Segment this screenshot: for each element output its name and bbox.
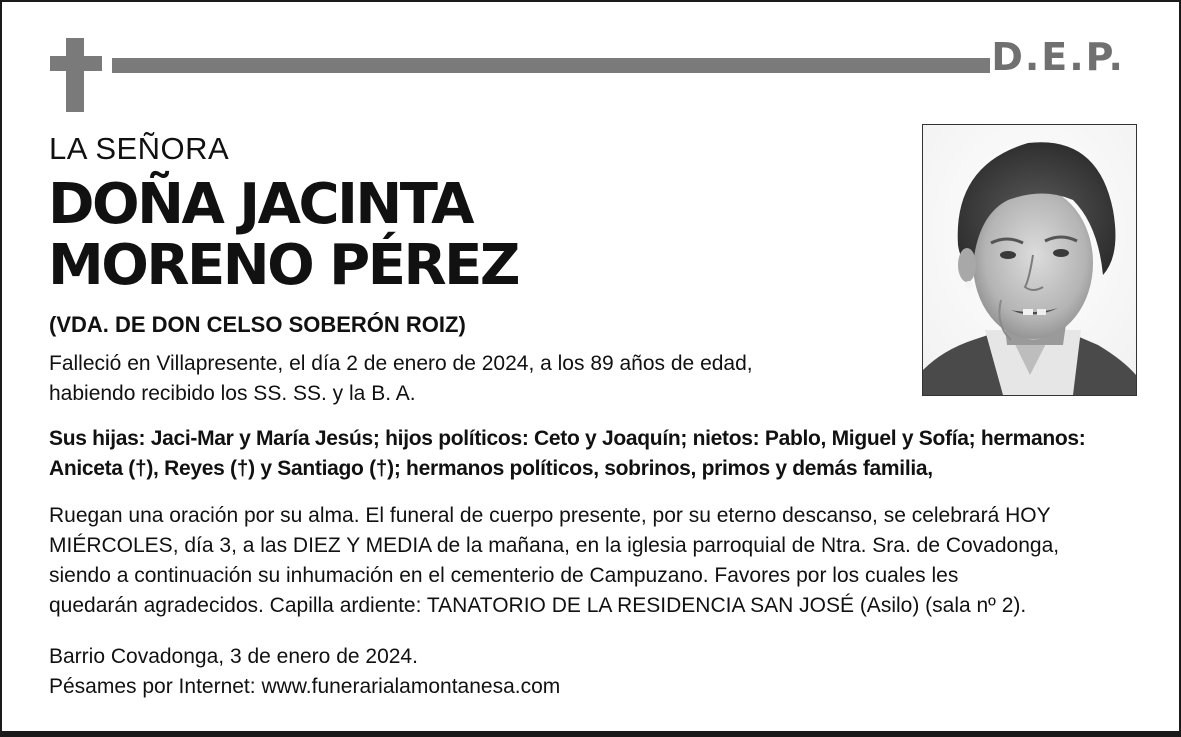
condolences-line: Pésames por Internet: www.funerarialamontanesa.com [49, 675, 561, 698]
ceremony-line-2: MIÉRCOLES, día 3, a las DIEZ Y MEDIA de la mañana, en la iglesia parroquial de Ntra. Sra. de Covadonga, [49, 534, 1060, 557]
family-paragraph [49, 424, 1129, 484]
closing-block [49, 642, 1129, 702]
portrait-image [923, 125, 1136, 395]
cross-icon [50, 38, 102, 112]
widow-of: (VDA. DE DON CELSO SOBERÓN ROIZ) [49, 312, 466, 337]
ceremony-line-1: Ruegan una oración por su alma. El funeral de cuerpo presente, por su eterno descanso, se celebrará HOY [49, 504, 1051, 527]
ceremony-line-3: siendo a continuación su inhumación en el cementerio de Campuzano. Favores por los cuales les [49, 564, 959, 587]
death-paragraph [49, 349, 829, 409]
dep-label: D.E.P. [991, 35, 1125, 79]
family-line-1: Sus hijas: Jaci-Mar y María Jesús; hijos políticos: Ceto y Joaquín; nietos: Pablo, Miguel y Sofía; hermanos: [49, 427, 1086, 450]
ceremony-paragraph [49, 501, 1129, 621]
header-rule [112, 58, 990, 73]
name-line-2: MORENO PÉREZ [48, 233, 518, 298]
honorific: LA SEÑORA [49, 131, 230, 166]
death-line-2: habiendo recibido los SS. SS. y la B. A. [49, 382, 416, 405]
name-line-1: DOÑA JACINTA [48, 172, 472, 237]
ceremony-line-4: quedarán agradecidos. Capilla ardiente: TANATORIO DE LA RESIDENCIA SAN JOSÉ (Asilo) (sala nº 2). [49, 594, 1027, 617]
place-date: Barrio Covadonga, 3 de enero de 2024. [49, 645, 418, 668]
death-line-1: Falleció en Villapresente, el día 2 de enero de 2024, a los 89 años de edad, [49, 352, 753, 375]
family-line-2: Aniceta (†), Reyes (†) y Santiago (†); hermanos políticos, sobrinos, primos y demás familia, [49, 457, 933, 480]
portrait-photo [922, 124, 1137, 396]
